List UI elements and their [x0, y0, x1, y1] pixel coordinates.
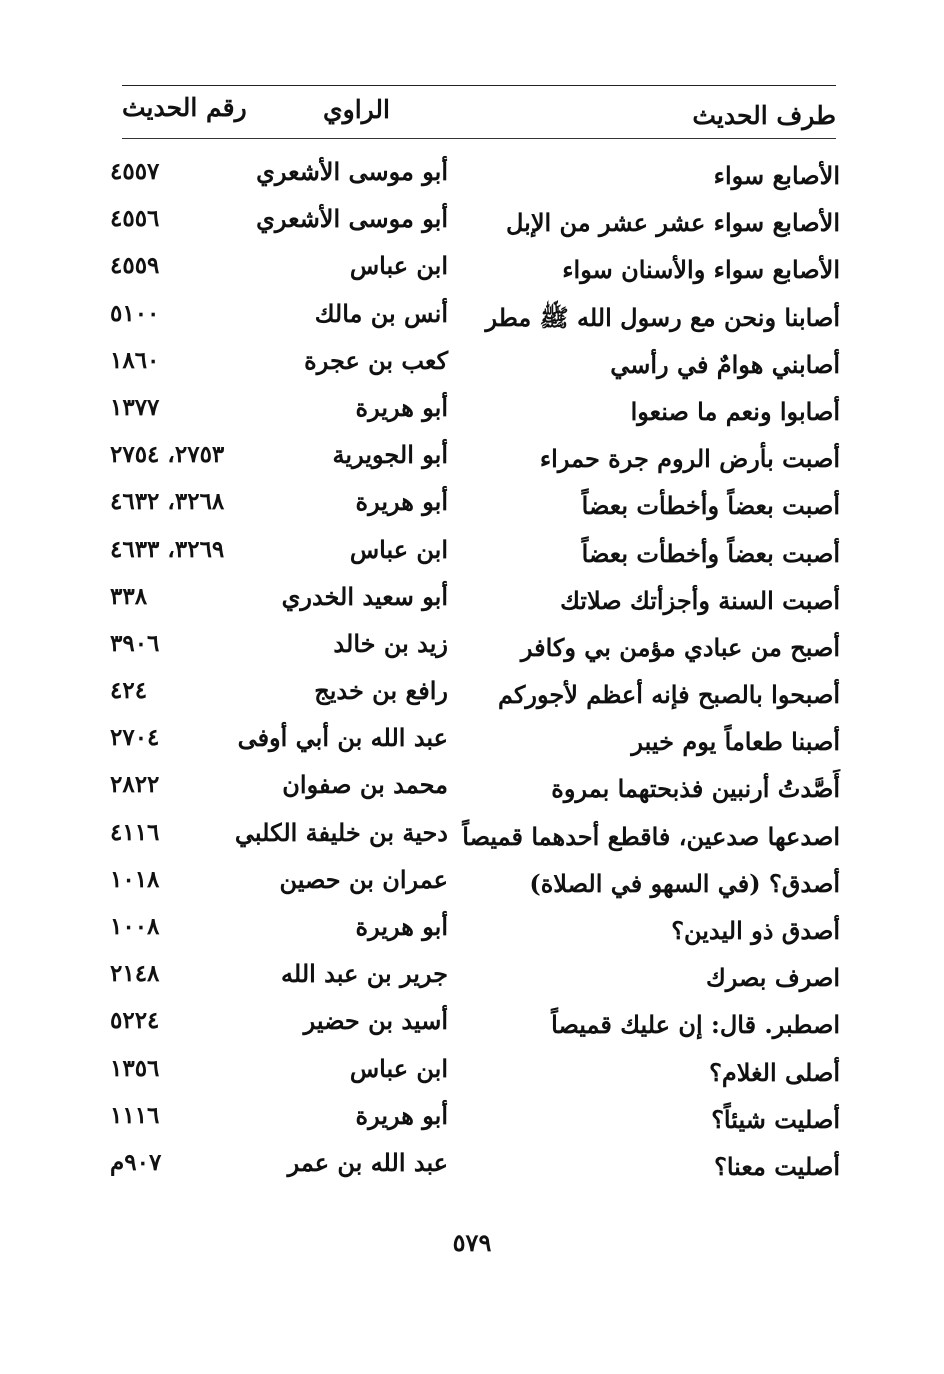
hadith-number: ١٨٦٠	[110, 346, 160, 374]
rawi-name: رافع بن خديج	[314, 676, 448, 706]
hadith-text: الأصابع سواء والأسنان سواء	[562, 255, 840, 285]
hadith-text: أصليت معنا؟	[714, 1151, 840, 1181]
table-row	[110, 813, 840, 860]
hadith-text: أصبت بعضاً وأخطأت بعضاً	[581, 538, 840, 568]
hadith-number: ٤٢٤	[110, 677, 148, 705]
hadith-number: ١١١٦	[110, 1101, 160, 1129]
table-row	[110, 577, 840, 624]
table-row	[110, 765, 840, 812]
hadith-number: ٤١١٦	[110, 818, 160, 846]
rawi-name: أبو موسى الأشعري	[256, 204, 448, 234]
header-number: رقم الحديث	[122, 93, 247, 122]
table-row	[110, 954, 840, 1001]
table-row	[110, 1143, 840, 1190]
rawi-name: عبد الله بن عمر	[287, 1147, 448, 1177]
table-row	[110, 435, 840, 482]
hadith-text: أصليت شيئاً؟	[711, 1104, 840, 1134]
hadith-text: الأصابع سواء	[713, 161, 840, 190]
hadith-number: ٤٥٥٧	[110, 158, 160, 185]
hadith-number: ١٣٧٧	[110, 393, 160, 421]
hadith-number: ٣٢٦٩، ٤٦٣٣	[110, 535, 225, 563]
hadith-text: أصابني هوامٌ في رأسي	[610, 349, 840, 379]
rawi-name: ابن عباس	[349, 251, 448, 281]
table-row	[110, 860, 840, 907]
rawi-name: جرير بن عبد الله	[281, 959, 448, 989]
rawi-name: أبو هريرة	[355, 392, 448, 422]
index-rows	[110, 152, 840, 1190]
table-row	[110, 1096, 840, 1143]
hadith-number: ٢٧٥٣، ٢٧٥٤	[110, 441, 225, 469]
hadith-text: أصدق ذو اليدين؟	[671, 916, 840, 945]
rawi-name: زيد بن خالد	[333, 628, 448, 658]
hadith-text: أصبت السنة وأجزأتك صلاتك	[560, 585, 840, 615]
hadith-text: أصبحوا بالصبح فإنه أعظم لأجوركم	[497, 680, 840, 710]
hadith-text: الأصابع سواء عشر عشر من الإبل	[505, 208, 840, 238]
table-row	[110, 388, 840, 435]
hadith-number: ١٣٥٦	[110, 1054, 160, 1082]
table-row	[110, 1049, 840, 1096]
hadith-number: ٢٨٢٢	[110, 771, 160, 799]
table-row	[110, 671, 840, 718]
hadith-number: ٥٢٢٤	[110, 1007, 160, 1035]
hadith-text: أصلى الغلام؟	[709, 1057, 840, 1087]
hadith-number: ٢١٤٨	[110, 960, 160, 988]
table-row	[110, 199, 840, 246]
hadith-text: أَصَّدتُ أرنبين فذبحتهما بمروة	[551, 774, 840, 804]
table-row	[110, 530, 840, 577]
rawi-name: محمد بن صفوان	[282, 770, 448, 800]
table-header	[122, 92, 836, 136]
hadith-number: ٤٥٥٦	[110, 205, 160, 233]
table-row	[110, 246, 840, 293]
rawi-name: أسيد بن حضير	[303, 1006, 448, 1036]
rawi-name: دحية بن خليفة الكلبي	[234, 817, 448, 847]
rawi-name: أبو هريرة	[355, 1100, 448, 1130]
header-hadith: طرف الحديث	[692, 101, 836, 130]
hadith-number: ٣٣٨	[110, 582, 148, 610]
rawi-name: أبو سعيد الخدري	[281, 581, 448, 611]
header-rule	[122, 138, 836, 139]
table-row	[110, 294, 840, 341]
hadith-text: أصابوا ونعم ما صنعوا	[630, 396, 840, 426]
hadith-number: ٢٧٠٤	[110, 724, 160, 752]
table-row	[110, 341, 840, 388]
hadith-number: ٥١٠٠	[110, 299, 160, 327]
table-row	[110, 152, 840, 199]
hadith-text: اصطبر. قال: إن عليك قميصاً	[551, 1010, 840, 1040]
rawi-name: ابن عباس	[349, 534, 448, 564]
hadith-text: أصبح من عبادي مؤمن بي وكافر	[520, 632, 840, 662]
rawi-name: كعب بن عجرة	[304, 345, 448, 375]
rawi-name: أبو هريرة	[355, 487, 448, 517]
hadith-text: أصبت بأرض الروم جرة حمراء	[539, 444, 840, 474]
rawi-name: أنس بن مالك	[314, 298, 448, 328]
table-row	[110, 718, 840, 765]
hadith-text: اصرف بصرك	[705, 963, 840, 993]
table-row	[110, 624, 840, 671]
hadith-text: أصبنا طعاماً يوم خيبر	[631, 727, 840, 757]
page-number: ٥٧٩	[452, 1228, 492, 1257]
table-row	[110, 907, 840, 954]
table-row	[110, 482, 840, 529]
hadith-number: ٤٥٥٩	[110, 252, 160, 280]
hadith-number: ١٠١٨	[110, 865, 160, 893]
rawi-name: أبو هريرة	[355, 912, 448, 941]
hadith-number: ٣٢٦٨، ٤٦٣٢	[110, 488, 225, 516]
hadith-text: أصدق؟ (في السهو في الصلاة)	[529, 868, 840, 898]
rawi-name: عبد الله بن أبي أوفى	[237, 723, 448, 753]
hadith-text: أصابنا ونحن مع رسول الله ﷺ مطر	[485, 302, 840, 332]
hadith-text: اصدعها صدعين، فاقطع أحدهما قميصاً	[462, 821, 840, 851]
hadith-number: ٩٠٧م	[110, 1148, 162, 1176]
rawi-name: عمران بن حصين	[279, 864, 448, 894]
table-row	[110, 1001, 840, 1048]
rawi-name: ابن عباس	[349, 1053, 448, 1083]
header-rawi: الراوي	[323, 95, 390, 124]
rawi-name: أبو الجويرية	[332, 440, 448, 470]
hadith-number: ١٠٠٨	[110, 913, 160, 940]
rawi-name: أبو موسى الأشعري	[256, 157, 448, 186]
hadith-text: أصبت بعضاً وأخطأت بعضاً	[581, 491, 840, 521]
hadith-number: ٣٩٠٦	[110, 629, 160, 657]
